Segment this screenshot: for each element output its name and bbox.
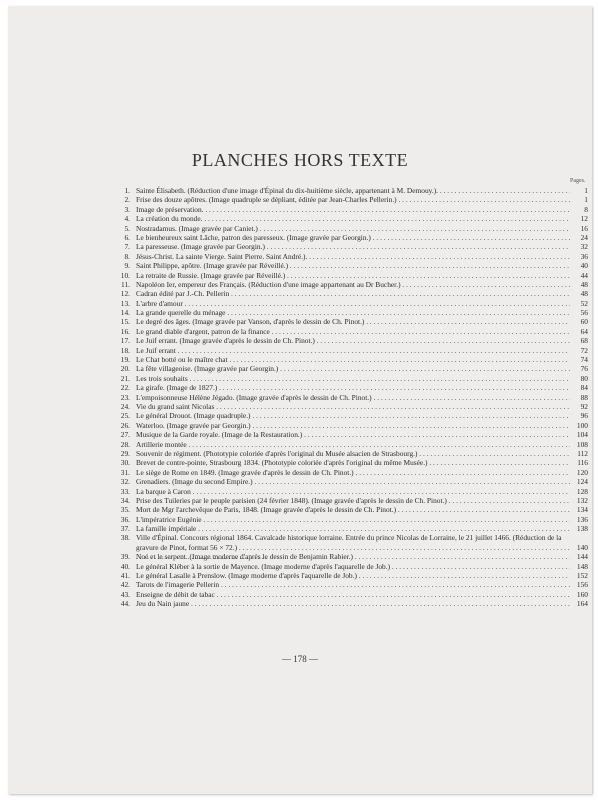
entry-text: Grenadiers. (Image du second Empire.) . . . [136, 477, 570, 486]
entry-text: Le Juif errant . . . [136, 346, 570, 355]
entry-num: 43. [120, 589, 130, 599]
entry-text: Saint Philippe, apôtre. (Image gravée par Réveillé.) . . . [136, 261, 570, 270]
entry-page: 128 [576, 486, 588, 496]
list-item [116, 505, 588, 514]
entry-text: Artillerie montée . . . [136, 440, 570, 449]
entry-text: Jésus-Christ. La sainte Vierge. Saint Pierre. Saint André.). . . . [136, 252, 570, 261]
entry-page: 52 [580, 298, 588, 308]
entry-page: 156 [576, 580, 588, 590]
list-item [116, 477, 588, 486]
list-item [116, 571, 588, 580]
entry-page: 16 [580, 223, 588, 233]
entry-num: 35. [120, 505, 130, 515]
entry-num: 10. [120, 270, 130, 280]
entry-text: Tarots de l'imagerie Pellerin . . . [136, 580, 570, 589]
list-item [116, 440, 588, 449]
list-item [116, 327, 588, 336]
entry-page: 160 [576, 589, 588, 599]
list-item [116, 289, 588, 298]
entry-num: 17. [120, 336, 130, 346]
list-item [116, 205, 588, 214]
entry-page: 96 [580, 411, 588, 421]
entry-text: Cadran édité par J.-Ch. Pellerin . . . [136, 289, 570, 298]
list-item [116, 515, 588, 524]
entry-num: 19. [120, 355, 130, 365]
entry-text: La girafe. (Image de 1827.) . . . [136, 383, 570, 392]
entry-page: 76 [580, 364, 588, 374]
list-item [116, 271, 588, 280]
entry-text: Le bienheureux saint Lâche, patron des paresseux. (Image gravée par Georgin.) . . . [136, 233, 570, 242]
entry-text: Mort de Mgr l'archevêque de Paris, 1848. (Image gravée d'après le dessin de Ch. Pinot.) . . . [136, 505, 570, 514]
entry-num: 28. [120, 439, 130, 449]
entry-page: 116 [577, 458, 588, 468]
entry-page: 112 [577, 448, 588, 458]
entry-text: Le général Drouot. (Image quadruple.) . . . [136, 411, 570, 420]
entry-page: 56 [580, 308, 588, 318]
entry-text: La barque à Caron . . . [136, 487, 570, 496]
entry-text: Le Juif errant. (Image gravée d'après le dessin de Ch. Pinot.) . . . [136, 336, 570, 345]
list-item [116, 449, 588, 458]
entry-page: 68 [580, 336, 588, 346]
list-item [116, 261, 588, 270]
entry-page: 60 [580, 317, 588, 327]
entry-page: 152 [576, 571, 588, 581]
entry-page: 144 [576, 552, 588, 562]
entry-text: Le général Kléber à la sortie de Mayence. (Image moderne d'après l'aquarelle de Job.) . . . [136, 562, 570, 571]
list-item [116, 430, 588, 439]
entry-num: 41. [120, 571, 130, 581]
entry-page: 104 [576, 430, 588, 440]
entry-page: 36 [580, 251, 588, 261]
entry-text: Sainte Élisabeth. (Réduction d'une image d'Épinal du dix-huitième siècle, appartenant à M. Demouy.). . . . [136, 186, 570, 195]
entry-text: Noé et le serpent. (Image moderne d'après le dessin de Benjamin Rabier.) . . . [136, 552, 570, 561]
list-item [116, 552, 588, 561]
entry-text: La paresseuse. (Image gravée par Georgin.) . . . [136, 242, 570, 251]
list-item [116, 599, 588, 608]
entry-num: 1. [124, 186, 130, 195]
entry-page: 8 [584, 204, 588, 214]
list-item [116, 411, 588, 420]
entry-text: Le général Lasalle à Prenslow. (Image moderne d'après l'aquarelle de Job.) . . . [136, 571, 570, 580]
entry-num: 27. [120, 430, 130, 440]
list-item [116, 252, 588, 261]
entry-num: 20. [120, 364, 130, 374]
entry-page: 72 [580, 345, 588, 355]
list-item [116, 458, 588, 467]
entry-page: 48 [580, 289, 588, 299]
entry-num: 22. [120, 383, 130, 393]
entry-page: 48 [580, 279, 588, 289]
entry-text: Nostradamus. (Image gravée par Caniet.) . . . [136, 224, 570, 233]
list-item [116, 590, 588, 599]
list-item [116, 317, 588, 326]
entry-text: La création du monde. . . . [136, 214, 570, 223]
entry-num: 31. [120, 467, 130, 477]
page-title: PLANCHES HORS TEXTE [191, 150, 409, 170]
entry-text: Jeu du Nain jaune . . . [136, 599, 570, 608]
entry-num: 39. [120, 552, 130, 562]
entry-num: 42. [120, 580, 130, 590]
list-item [116, 562, 588, 571]
list-item [116, 580, 588, 589]
entry-num: 25. [120, 411, 130, 421]
entry-text: Le grand diable d'argent, patron de la finance . . . [136, 327, 570, 336]
entry-num: 38. [120, 533, 130, 543]
entry-page: 74 [580, 355, 588, 365]
entry-page: 40 [580, 261, 588, 271]
entry-page: 140 [576, 542, 588, 552]
entry-num: 13. [120, 298, 130, 308]
entry-num: 4. [124, 214, 130, 224]
entry-page: 44 [580, 270, 588, 280]
list-item [116, 383, 588, 392]
entry-text: L'empoisonneuse Hélène Jégado. (Image gravée d'après le dessin de Ch. Pinot.) . . . [136, 393, 570, 402]
entry-text: L'impératrice Eugénie . . . [136, 515, 570, 524]
list-item [116, 533, 588, 552]
entry-text: Les trois souhaits . . . [136, 374, 570, 383]
list-item [116, 355, 588, 364]
entry-num: 21. [120, 373, 130, 383]
entry-text: L'arbre d'amour . . . [136, 299, 570, 308]
list-item [116, 186, 588, 195]
entry-num: 8. [124, 251, 130, 261]
entry-num: 37. [120, 524, 130, 534]
entry-num: 6. [124, 232, 130, 242]
list-item [116, 524, 588, 533]
entry-num: 12. [120, 289, 130, 299]
entry-num: 44. [120, 599, 130, 609]
entry-num: 9. [124, 261, 130, 271]
entry-text: Waterloo. (Image gravée par Georgin.) . . . [136, 421, 570, 430]
entry-text: Le siège de Rome en 1849. (Image gravée d'après le dessin de Ch. Pinot.) . . . [136, 468, 570, 477]
entry-page: 32 [580, 242, 588, 252]
entry-text: Image de préservation. . . . [136, 205, 570, 214]
entry-text: Vie du grand saint Nicolas . . . [136, 402, 570, 411]
entry-num: 14. [120, 308, 130, 318]
list-item [116, 308, 588, 317]
entry-text: La fête villageoise. (Image gravée par Georgin.) . . . [136, 364, 570, 373]
list-item [116, 214, 588, 223]
entry-num: 30. [120, 458, 130, 468]
entry-page: 84 [580, 383, 588, 393]
entry-num: 7. [124, 242, 130, 252]
entry-page: 12 [580, 214, 588, 224]
entry-text: La retraite de Russie. (Image gravée par Réveillé.) . . . [136, 271, 570, 280]
entry-text: La grande querelle du ménage . . . [136, 308, 570, 317]
entry-page: 120 [576, 467, 588, 477]
list-item [116, 487, 588, 496]
entry-page: 132 [576, 495, 588, 505]
entry-page: 138 [576, 524, 588, 534]
entry-page: 1 [584, 186, 588, 195]
entry-text: La famille impériale . . . [136, 524, 570, 533]
entry-text: Le Chat botté ou le maître chat . . . [136, 355, 570, 364]
entry-page: 64 [580, 326, 588, 336]
list-item [116, 421, 588, 430]
entry-num: 33. [120, 486, 130, 496]
entry-page: 24 [580, 232, 588, 242]
list-item [116, 402, 588, 411]
entry-text: Ville d'Épinal. Concours régional 1864. Cavalcade historique lorraine. Entrée du prince Nicolas de Lorraine, le 21 juillet 1466. (Réduction de la gravure de Pinot, format 56 × 72.) . . . [136, 533, 570, 561]
book-page [8, 6, 592, 794]
entry-num: 16. [120, 326, 130, 336]
entry-page: 100 [576, 420, 588, 430]
entry-text: Brevet de contre-pointe, Strasbourg 1834. (Phototypie coloriée d'après l'original du même Musée.) . . . [136, 458, 570, 467]
entry-num: 18. [120, 345, 130, 355]
entry-text: Frise des douze apôtres. (Image quadruple se dépliant, éditée par Jean-Charles Pellerin.) . . . [136, 195, 570, 204]
entry-num: 24. [120, 401, 130, 411]
entry-num: 40. [120, 561, 130, 571]
entry-text: Le degré des âges. (Image gravée par Vanson, d'après le dessin de Ch. Pinot.) . . . [136, 317, 570, 326]
entry-num: 5. [124, 223, 130, 233]
list-item [116, 393, 588, 402]
list-item [116, 336, 588, 345]
entry-num: 23. [120, 392, 130, 402]
list-item [116, 242, 588, 251]
list-item [116, 280, 588, 289]
list-item [116, 195, 588, 204]
entry-page: 92 [580, 401, 588, 411]
entry-page: 108 [576, 439, 588, 449]
entry-num: 11. [121, 279, 130, 289]
entry-page: 148 [576, 561, 588, 571]
page-number: — 178 — [282, 654, 318, 664]
entry-num: 34. [120, 495, 130, 505]
entry-page: 136 [576, 514, 588, 524]
entry-text: Prise des Tuileries par le peuple parisien (24 février 1848). (Image gravée d'après le dessin de Ch. Pinot.) . . . [136, 496, 570, 505]
entry-num: 36. [120, 514, 130, 524]
entry-num: 29. [120, 448, 130, 458]
list-item [116, 299, 588, 308]
entry-num: 3. [124, 204, 130, 214]
entry-page: 134 [576, 505, 588, 515]
entry-page: 1 [584, 195, 588, 205]
entry-page: 80 [580, 373, 588, 383]
entry-page: 88 [580, 392, 588, 402]
entry-num: 2. [124, 195, 130, 205]
entry-text: Musique de la Garde royale. (Image de la Restauration.) . . . [136, 430, 570, 439]
pages-column-label: Pages. [570, 178, 586, 184]
entry-text: Napoléon Ier, empereur des Français. (Réduction d'une image appartenant au Dr Bucher.) . . . [136, 280, 570, 289]
list-item [116, 346, 588, 355]
list-item [116, 233, 588, 242]
entry-num: 15. [120, 317, 130, 327]
entry-text: Souvenir de régiment. (Phototypie coloriée d'après l'original du Musée alsacien de Strasbourg.) . . . [136, 449, 570, 458]
list-item [116, 374, 588, 383]
entry-page: 164 [576, 599, 588, 609]
entry-page: 124 [576, 477, 588, 487]
plates-list [116, 186, 588, 609]
list-item [116, 496, 588, 505]
entry-text: Enseigne de débit de tabac . . . [136, 590, 570, 599]
entry-num: 32. [120, 477, 130, 487]
list-item [116, 364, 588, 373]
entry-num: 26. [120, 420, 130, 430]
list-item [116, 468, 588, 477]
list-item [116, 224, 588, 233]
